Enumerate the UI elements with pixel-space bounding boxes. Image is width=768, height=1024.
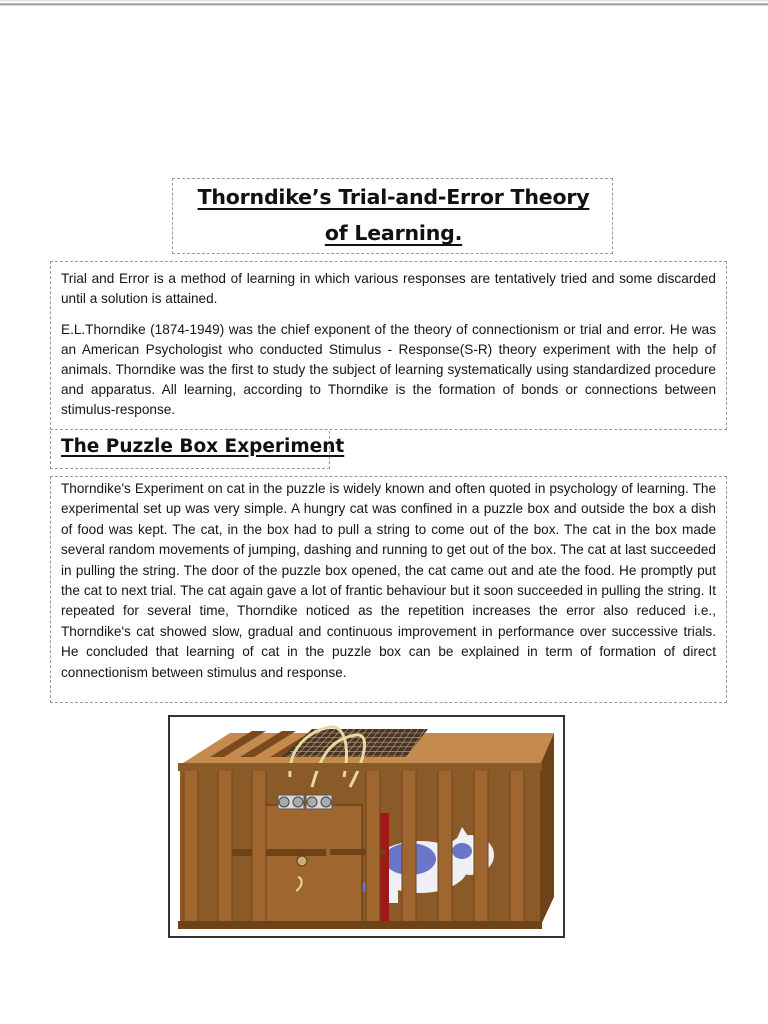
page-title-line-1: Thorndike’s Trial-and-Error Theory <box>197 185 590 209</box>
box-door <box>262 805 362 927</box>
experiment-box <box>50 476 727 703</box>
section-heading: The Puzzle Box Experiment <box>61 436 345 457</box>
puzzle-box-drawing <box>170 717 563 936</box>
front-slat <box>438 767 452 927</box>
experiment-paragraph: Thorndike's Experiment on cat in the puzzle is widely known and often quoted in psychology of learning. The experimental set up was very simple. A hungry cat was confined in a puzzle box and outside the box a dish of food was kept. The cat, in the box had to pull a string to come out of the box. The cat in the box made several random movements of jumping, dashing and running to get out of the box. The cat at last succeeded in pulling the string. The door of the puzzle box opened, the cat came out and ate the food. He promptly put the cat to next trial. The cat again gave a lot of frantic behaviour but it soon succeeded in pulling the string. It repeated for several time, Thorndike noticed as the repetition increases the error also reduced i.e., Thorndike's cat showed slow, gradual and continuous improvement in performance over successive trials. He concluded that learning of cat in the puzzle box can be explained in term of formation of direct connectionism between stimulus and response. <box>61 481 716 680</box>
front-slat <box>402 767 416 927</box>
section-heading-box <box>50 431 345 469</box>
top-rule <box>0 0 768 6</box>
title-box <box>172 178 613 254</box>
base-rail <box>178 921 542 929</box>
puzzle-box-illustration <box>168 715 565 938</box>
front-slat <box>218 767 232 927</box>
door-knob <box>297 856 307 866</box>
intro-box <box>50 261 727 430</box>
front-slat <box>510 767 524 927</box>
front-slat <box>366 767 380 927</box>
intro-paragraph-definition: Trial and Error is a method of learning in which various responses are tentatively tried and some discarded until a solution is attained. <box>61 271 716 306</box>
release-pole <box>380 813 389 927</box>
box-side-panel <box>540 733 554 927</box>
top-rail <box>178 763 542 771</box>
page-title-line-2: of Learning. <box>324 221 463 245</box>
intro-paragraph-thorndike: E.L.Thorndike (1874-1949) was the chief exponent of the theory of connectionism or trial and error. He was an American Psychologist who conducted Stimulus - Response(S-R) theory experiment with the help of animals. Thorndike was the first to study the subject of learning systematically using standardized procedure and apparatus. All learning, according to Thorndike is the formation of bonds or connections between stimulus-response. <box>61 322 716 417</box>
front-slat <box>184 767 198 927</box>
front-slat <box>474 767 488 927</box>
door-latch-bar <box>230 849 326 856</box>
front-slat <box>252 767 266 927</box>
